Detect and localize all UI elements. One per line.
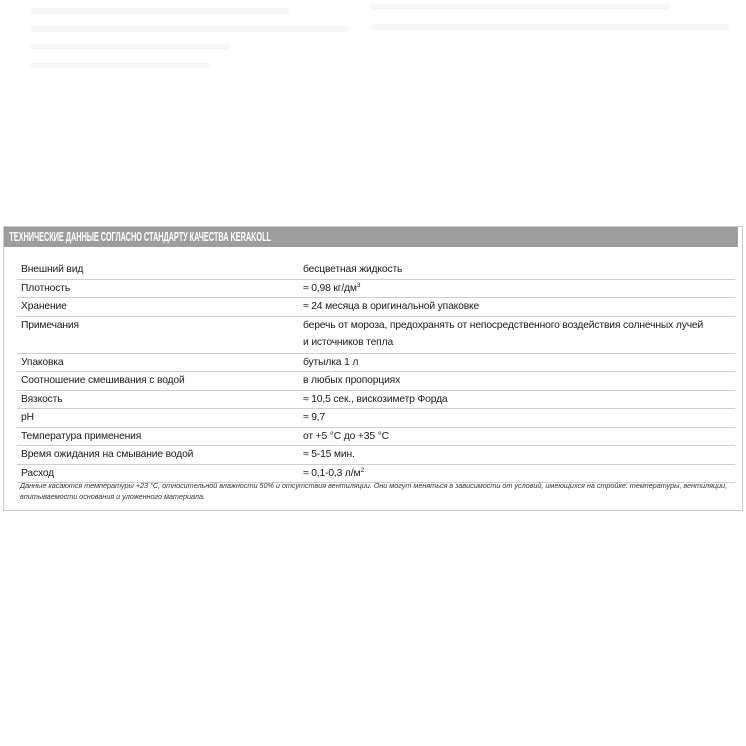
row-label: Примечания xyxy=(17,316,299,353)
row-label: pH xyxy=(17,409,299,428)
table-row xyxy=(17,261,735,279)
row-label: Соотношение смешивания с водой xyxy=(17,372,299,391)
row-label: Расход xyxy=(17,464,299,483)
table-row xyxy=(17,409,735,428)
row-value: беречь от мороза, предохранять от непосредственного воздействия солнечных лучей и источников тепла xyxy=(299,316,735,353)
table-row xyxy=(17,446,735,465)
row-value: ≈ 24 месяца в оригинальной упаковке xyxy=(299,298,735,317)
row-label: Хранение xyxy=(17,298,299,317)
row-value: от +5 °C до +35 °C xyxy=(299,427,735,446)
row-label: Плотность xyxy=(17,279,299,298)
row-label: Упаковка xyxy=(17,353,299,372)
footnote: Данные касаются температуры +23 °C, относительной влажности 50% и отсутствия вентиляции. Они могут меняться в зависимости от условий, имеющихся на стройке: температуры, вентиляции, впитываемости основания и уложенного материала. xyxy=(20,481,728,501)
bleed-through-background xyxy=(0,0,746,80)
technical-data-panel xyxy=(3,226,743,511)
table-row xyxy=(17,427,735,446)
row-value: бутылка 1 л xyxy=(299,353,735,372)
section-title: ТЕХНИЧЕСКИЕ ДАННЫЕ СОГЛАСНО СТАНДАРТУ КАЧЕСТВА KERAKOLL xyxy=(4,227,738,247)
superscript: 3 xyxy=(356,281,361,289)
row-value: ≈ 9,7 xyxy=(299,409,735,428)
table-row xyxy=(17,372,735,391)
row-label: Температура применения xyxy=(17,427,299,446)
row-label: Вязкость xyxy=(17,390,299,409)
table-row xyxy=(17,316,735,353)
table-row xyxy=(17,298,735,317)
table-row xyxy=(17,353,735,372)
row-value: ≈ 0,1-0,3 $л/м^2$ xyxy=(299,464,735,483)
row-label: Внешний вид xyxy=(17,261,299,279)
row-value: ≈ 5-15 мин. xyxy=(299,446,735,465)
row-value: бесцветная жидкость xyxy=(299,261,735,279)
superscript: 2 xyxy=(360,466,364,474)
row-value: ≈ 10,5 сек., вискозиметр Форда xyxy=(299,390,735,409)
row-value: ≈ 0,98 $кг/дм^3$ xyxy=(299,279,735,298)
row-value: в любых пропорциях xyxy=(299,372,735,391)
table-row xyxy=(17,390,735,409)
specs-table xyxy=(17,261,735,483)
table-row xyxy=(17,279,735,298)
row-label: Время ожидания на смывание водой xyxy=(17,446,299,465)
